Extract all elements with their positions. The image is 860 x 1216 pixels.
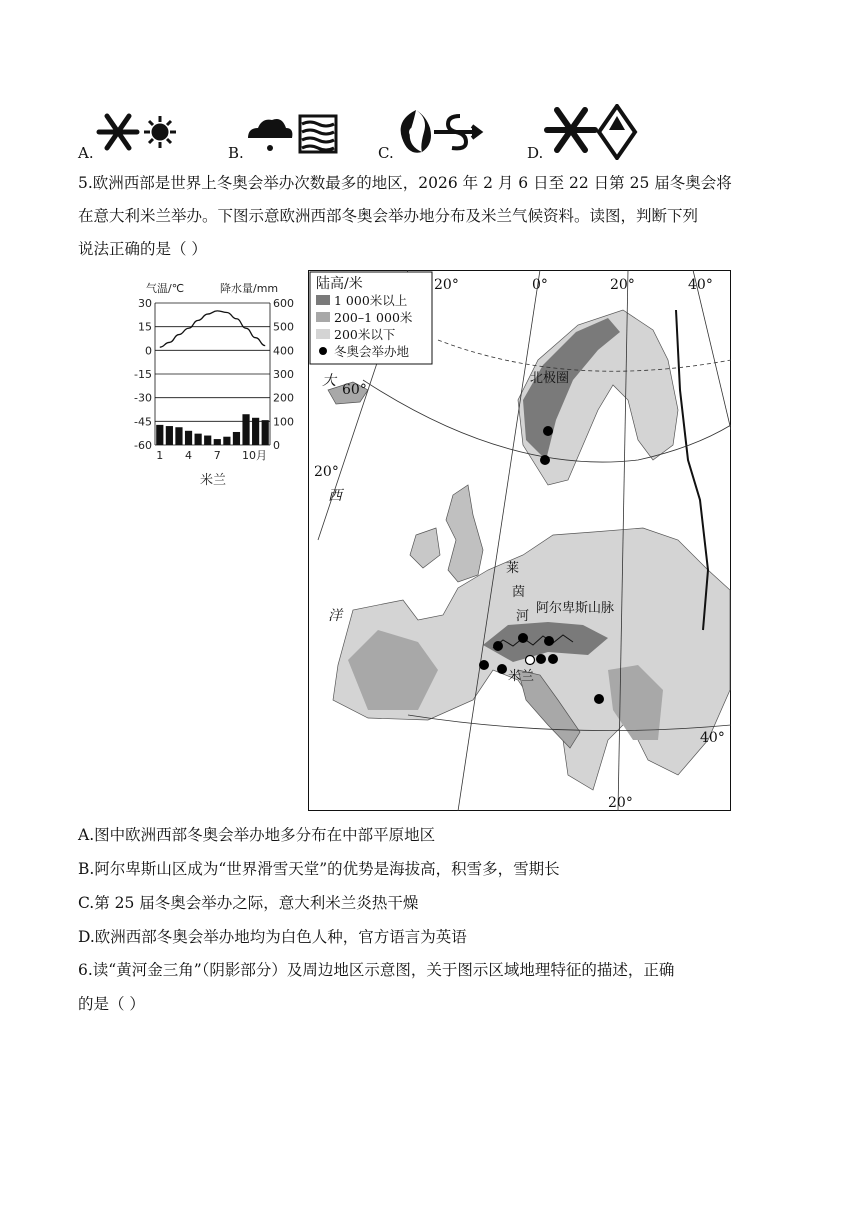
left-tick-label: -45 <box>134 415 152 429</box>
left-tick-label: -15 <box>134 368 152 381</box>
typhoon-icon <box>401 110 431 153</box>
precip-bars <box>156 414 269 445</box>
arctic-circle-label: 北极圈 <box>530 371 570 386</box>
left-tick-label: -30 <box>134 391 152 405</box>
lon-label-40e: 40° <box>688 277 713 293</box>
rhine-label-1: 莱 <box>506 561 520 576</box>
sandstorm-icon <box>434 116 480 148</box>
right-tick-label: 400 <box>273 344 294 358</box>
precip-bar <box>262 420 269 445</box>
host-city-dot <box>536 654 546 664</box>
rhine-label-2: 茵 <box>512 585 526 600</box>
option-a-label: A. <box>78 144 94 162</box>
precip-bar <box>156 425 163 445</box>
host-city-dot <box>544 636 554 646</box>
right-tick-label: 200 <box>273 391 294 405</box>
alps-label: 阿尔卑斯山脉 <box>536 601 615 616</box>
lon-label-0: 0° <box>532 277 548 293</box>
legend-title: 陆高/米 <box>316 276 363 292</box>
right-tick-label: 600 <box>273 297 294 310</box>
milan-climate-chart <box>130 278 310 488</box>
x-tick-label: 1 <box>156 449 164 462</box>
right-tick-label: 100 <box>273 415 294 429</box>
legend-item-2: 200–1 000米 <box>334 310 413 325</box>
legend-swatch-3 <box>316 329 330 339</box>
option-b-symbols <box>244 110 340 156</box>
fog-icon <box>300 116 336 152</box>
legend-swatch-2 <box>316 312 330 322</box>
hail-icon <box>599 106 635 158</box>
lon-label-20e: 20° <box>610 277 635 293</box>
option-b-label: B. <box>228 144 244 162</box>
europe-map <box>308 270 731 811</box>
right-tick-label: 500 <box>273 320 294 334</box>
lat-label-40n: 40° <box>700 730 725 746</box>
option-d-symbols <box>543 104 639 160</box>
q5-option-c: C.第 25 届冬奥会举办之际，意大利米兰炎热干燥 <box>78 894 419 912</box>
precip-bar <box>223 437 230 445</box>
left-tick-label: 30 <box>138 297 152 310</box>
q5-line3: 说法正确的是（ ） <box>78 240 207 258</box>
q5-line2: 在意大利米兰举办。下图示意欧洲西部冬奥会举办地分布及米兰气候资料。读图，判断下列 <box>78 207 699 225</box>
x-tick-label: 10月 <box>242 449 268 462</box>
ocean-label-3: 洋 <box>328 608 342 624</box>
lat-label-60n: 60° <box>342 382 367 398</box>
option-d-label: D. <box>527 144 544 162</box>
snow-shower-icon <box>99 116 137 148</box>
host-city-dot <box>493 641 503 651</box>
legend-item-3: 200米以下 <box>334 327 396 342</box>
precip-bar <box>166 426 173 445</box>
rain-cloud-icon <box>248 119 292 151</box>
q6-line2: 的是（ ） <box>78 995 145 1013</box>
ocean-label-1: 大 <box>322 373 336 389</box>
left-tick-label: 15 <box>138 320 152 334</box>
precip-axis-label: 降水量/mm <box>220 282 279 295</box>
sun-icon <box>144 116 176 148</box>
precip-bar <box>175 427 182 445</box>
option-c-label: C. <box>378 144 394 162</box>
right-tick-label: 0 <box>273 439 280 452</box>
q5-line1: 5.欧洲西部是世界上冬奥会举办次数最多的地区，2026 年 2 月 6 日至 22 日第 25 届冬奥会将 <box>78 174 732 192</box>
x-tick-label: 4 <box>185 449 193 462</box>
milan-label: 米兰 <box>508 669 535 684</box>
right-tick-label: 300 <box>273 368 294 381</box>
map-legend <box>310 272 432 364</box>
legend-item-4: 冬奥会举办地 <box>334 344 410 359</box>
option-c-symbols <box>394 106 484 158</box>
ocean-label-2: 西 <box>328 488 342 504</box>
legend-item-1: 1 000米以上 <box>334 293 408 308</box>
precip-bar <box>185 431 192 445</box>
host-city-dot <box>479 660 489 670</box>
snow-icon <box>547 110 595 150</box>
host-city-dot <box>548 654 558 664</box>
host-city-dot <box>594 694 604 704</box>
precip-bar <box>233 432 240 445</box>
precip-bar <box>252 418 259 445</box>
precip-bar <box>204 436 211 445</box>
lon-label-20w-lower: 20° <box>314 464 339 480</box>
legend-dot <box>319 347 327 355</box>
q5-option-d: D.欧洲西部冬奥会举办地均为白色人种，官方语言为英语 <box>78 928 467 946</box>
left-tick-label: -60 <box>134 439 152 452</box>
host-city-dot <box>543 426 553 436</box>
precip-bar <box>195 434 202 445</box>
left-tick-label: 0 <box>145 344 152 358</box>
q5-option-b: B.阿尔卑斯山区成为“世界滑雪天堂”的优势是海拔高，积雪多，雪期长 <box>78 860 560 878</box>
q6-line1: 6.读“黄河金三角”（阴影部分）及周边地区示意图，关于图示区域地理特征的描述，正确 <box>78 961 675 979</box>
weather-options-row <box>0 100 860 162</box>
host-city-dot <box>540 455 550 465</box>
temp-axis-label: 气温/℃ <box>146 282 185 295</box>
chart-city-label: 米兰 <box>200 473 227 488</box>
precip-bar <box>242 414 249 445</box>
x-tick-label: 7 <box>213 449 221 462</box>
host-city-dot <box>497 664 507 674</box>
q5-option-a: A.图中欧洲西部冬奥会举办地多分布在中部平原地区 <box>78 826 436 844</box>
lon-label-20e-lower: 20° <box>608 795 633 811</box>
lon-label-20w: 20° <box>434 277 459 293</box>
host-city-dot <box>518 633 528 643</box>
option-a-symbols <box>93 108 183 156</box>
milan-marker <box>526 656 535 665</box>
legend-swatch-1 <box>316 295 330 305</box>
precip-bar <box>214 439 221 445</box>
temp-curve <box>160 311 265 347</box>
rhine-label-3: 河 <box>516 609 530 624</box>
